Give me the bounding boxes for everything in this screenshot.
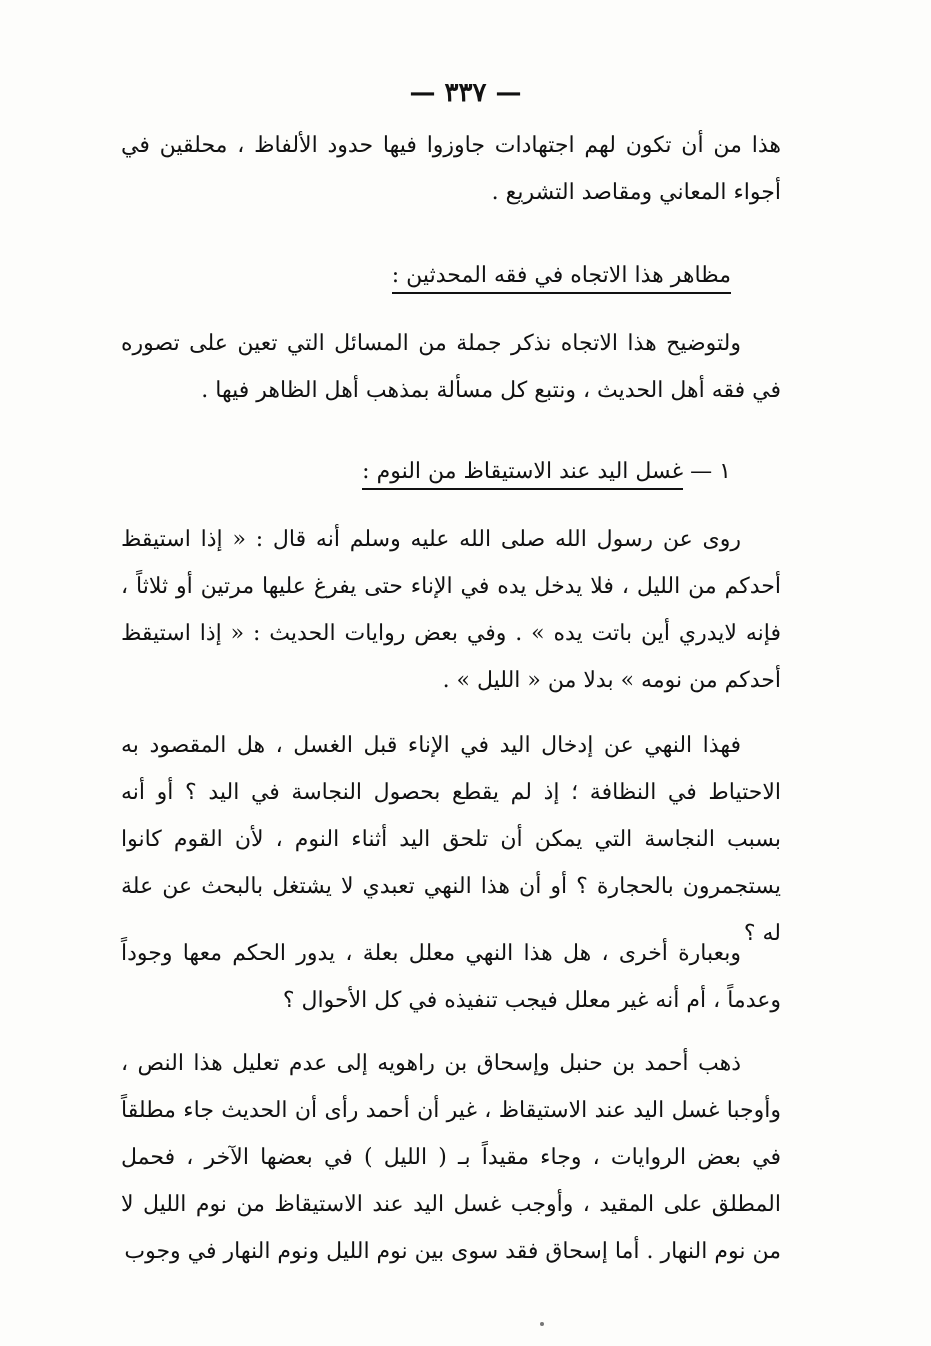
paragraph-hadith: روى عن رسول الله صلى الله عليه وسلم أنه قال : « إذا استيقظ أحدكم من الليل ، فلا يدخل يده في الإناء حتى يفرغ عليها مرتين أو ثلاثاً ، فإنه لايدري أين باتت يده » . وفي بعض روايات الحديث : « إذا استيقظ أحدكم من نومه » بدلا من « الليل » . [121, 527, 781, 693]
page-speck [540, 1322, 544, 1326]
subsection-number: ١ — [690, 459, 731, 484]
paragraph-rephrase: وبعبارة أخرى ، هل هذا النهي معلل بعلة ، يدور الحكم معها وجوداً وعدماً ، أم أنه غير معلل فيجب تنفيذه في كل الأحوال ؟ [121, 941, 781, 1013]
section-heading-text: مظاهر هذا الاتجاه في فقه المحدثين : [392, 263, 731, 294]
section-heading [392, 256, 731, 296]
paragraph-question: فهذا النهي عن إدخال اليد في الإناء قبل الغسل ، هل المقصود به الاحتياط في النظافة ؛ إذ لم يقطع بحصول النجاسة في اليد ؟ أو أنه بسبب النجاسة التي يمكن أن تلحق اليد أثناء النوم ، لأن القوم كانوا يستجمرون بالحجارة ؟ أو أن هذا النهي تعبدي لا يشتغل بالبحث عن علة له ؟ [121, 733, 781, 946]
paragraph-opinions: ذهب أحمد بن حنبل وإسحاق بن راهويه إلى عدم تعليل هذا النص ، وأوجبا غسل اليد عند الاستيقاظ ، غير أن أحمد رأى أن الحديث جاء مطلقاً في بعض الروايات ، وجاء مقيداً بـ ( الليل ) في بعضها الآخر ، فحمل المطلق على المقيد ، وأوجب غسل اليد عند الاستيقاظ من نوم الليل لا من نوم النهار . أما إسحاق فقد سوى بين نوم الليل ونوم النهار في وجوب [121, 1051, 781, 1264]
paragraph-intro: ولتوضيح هذا الاتجاه نذكر جملة من المسائل التي تعين على تصوره في فقه أهل الحديث ، ونتبع كل مسألة بمذهب أهل الظاهر فيها . [121, 331, 781, 403]
page-number: — ٣٣٧ — [409, 78, 522, 108]
paragraph-continuation: هذا من أن تكون لهم اجتهادات جاوزوا فيها حدود الألفاظ ، محلقين في أجواء المعاني ومقاصد التشريع . [121, 133, 781, 205]
subsection-heading-text: غسل اليد عند الاستيقاظ من النوم : [362, 459, 683, 490]
subsection-heading [362, 452, 731, 492]
